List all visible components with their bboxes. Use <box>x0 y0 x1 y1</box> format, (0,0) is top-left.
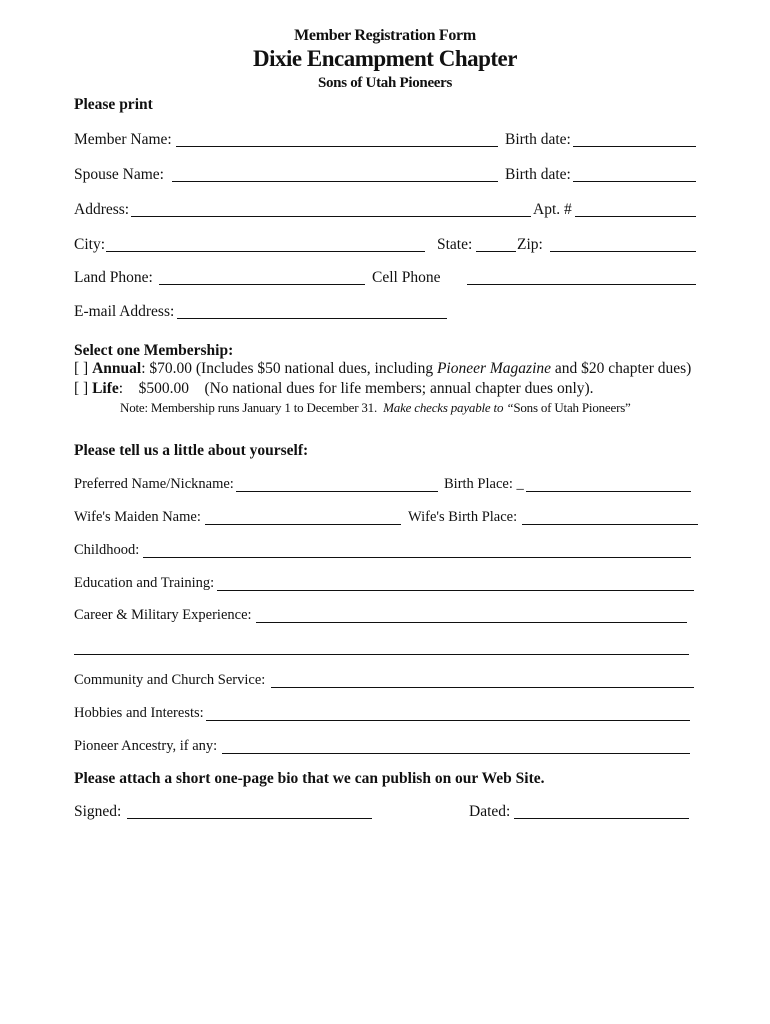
ancestry-field[interactable] <box>222 740 690 754</box>
address-field[interactable] <box>131 203 531 217</box>
note-payable: Make checks payable to “ <box>383 400 514 415</box>
land-phone-field[interactable] <box>159 271 365 285</box>
bio-note: Please attach a short one-page bio that we can publish on our Web Site. <box>74 770 545 787</box>
organization-title: Sons of Utah Pioneers <box>317 75 453 91</box>
note-dates: Note: Membership runs January 1 to December 31. <box>120 400 384 415</box>
annual-label: Annual <box>92 360 142 377</box>
community-field[interactable] <box>271 674 694 688</box>
career-field-continued[interactable] <box>74 641 689 655</box>
city-field[interactable] <box>106 238 425 252</box>
state-field[interactable] <box>476 238 516 252</box>
life-membership-option[interactable] <box>74 380 594 398</box>
note-payee: Sons of Utah Pioneers” <box>513 400 631 415</box>
maiden-name-field[interactable] <box>205 511 401 525</box>
pioneer-magazine-text: Pioneer Magazine <box>436 360 552 377</box>
ancestry-label: Pioneer Ancestry, if any: <box>74 738 218 754</box>
apt-field[interactable] <box>575 203 696 217</box>
cell-phone-label: Cell Phone <box>372 269 441 286</box>
form-title: Member Registration Form <box>294 27 476 44</box>
cell-phone-field[interactable] <box>467 271 696 285</box>
membership-note <box>120 400 631 416</box>
childhood-field[interactable] <box>143 544 691 558</box>
career-field[interactable] <box>256 609 687 623</box>
email-field[interactable] <box>177 305 447 319</box>
nickname-field[interactable] <box>236 478 438 492</box>
about-heading: Please tell us a little about yourself: <box>74 442 309 459</box>
wife-birth-place-field[interactable] <box>522 511 698 525</box>
spouse-birth-date-label: Birth date: <box>505 166 571 183</box>
member-name-label: Member Name: <box>74 131 172 148</box>
maiden-name-label: Wife's Maiden Name: <box>74 509 201 525</box>
nickname-label: Preferred Name/Nickname: <box>74 476 234 492</box>
life-checkbox[interactable]: [ ] <box>74 380 89 397</box>
annual-text-a: : $70.00 (Includes $50 national dues, including <box>141 360 437 377</box>
annual-membership-option[interactable] <box>74 360 691 378</box>
please-print-label: Please print <box>74 96 153 113</box>
birth-place-field[interactable] <box>526 478 691 492</box>
education-label: Education and Training: <box>74 575 215 591</box>
city-label: City: <box>74 236 106 253</box>
hobbies-field[interactable] <box>206 707 690 721</box>
dated-label: Dated: <box>469 803 511 820</box>
member-birth-date-field[interactable] <box>573 133 696 147</box>
spouse-name-label: Spouse Name: <box>74 166 164 183</box>
zip-field[interactable] <box>550 238 696 252</box>
spouse-birth-date-field[interactable] <box>573 168 696 182</box>
hobbies-label: Hobbies and Interests: <box>74 705 204 721</box>
annual-checkbox[interactable]: [ ] <box>74 360 89 377</box>
education-field[interactable] <box>217 577 694 591</box>
childhood-label: Childhood: <box>74 542 140 558</box>
life-label: Life <box>92 380 119 397</box>
zip-label: Zip: <box>517 236 543 253</box>
member-birth-date-label: Birth date: <box>505 131 571 148</box>
membership-heading: Select one Membership: <box>74 342 234 359</box>
member-name-field[interactable] <box>176 133 498 147</box>
career-label: Career & Military Experience: <box>74 607 252 623</box>
community-label: Community and Church Service: <box>74 672 266 688</box>
life-text: : $500.00 (No national dues for life members; annual chapter dues only). <box>118 380 594 397</box>
state-label: State: <box>437 236 473 253</box>
birth-place-label: Birth Place: _ <box>444 476 524 492</box>
land-phone-label: Land Phone: <box>74 269 153 286</box>
apt-label: Apt. # <box>533 201 572 218</box>
wife-birth-place-label: Wife's Birth Place: <box>408 509 518 525</box>
email-label: E-mail Address: <box>74 303 175 320</box>
dated-field[interactable] <box>514 805 689 819</box>
spouse-name-field[interactable] <box>172 168 498 182</box>
signature-field[interactable] <box>127 805 372 819</box>
signed-label: Signed: <box>74 803 122 820</box>
chapter-title: Dixie Encampment Chapter <box>253 46 517 71</box>
annual-text-b: and $20 chapter dues) <box>551 360 692 377</box>
address-label: Address: <box>74 201 130 218</box>
